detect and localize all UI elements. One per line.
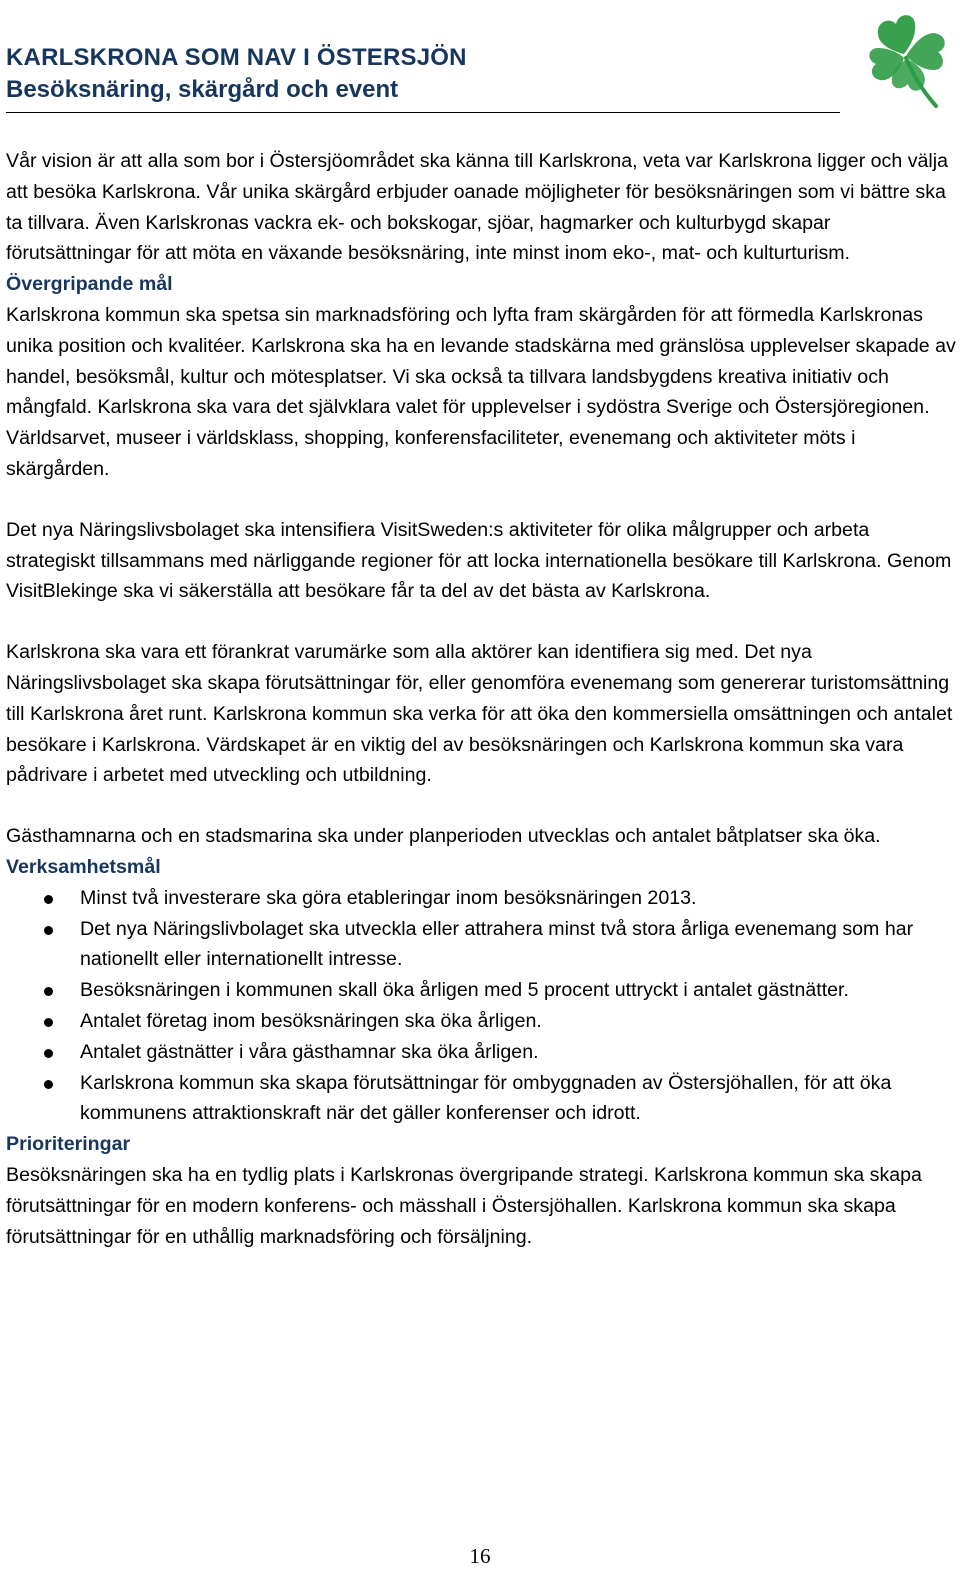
list-item — [6, 914, 956, 976]
list-item-text: Antalet gästnätter i våra gästhamnar ska öka årligen. — [80, 1040, 539, 1063]
intro-paragraph: Vår vision är att alla som bor i Östersjöområdet ska känna till Karlskrona, veta var Karlskrona ligger och välja att besöka Karlskrona. Vår unika skärgård erbjuder oanade möjligheter för besöksnäringen som vi bättre ska ta tillvara. Även Karlskronas vackra ek- och bokskogar, sjöar, hagmarker och kulturbygd skapar förutsättningar för att möta en växande besöksnäring, inte minst inom eko-, mat- och kulturturism. — [6, 150, 948, 265]
overall-goal-paragraph-3: Karlskrona ska vara ett förankrat varumärke som alla aktörer kan identifiera sig med. Det nya Näringslivsbolaget ska skapa förutsättningar för, eller genomföra evenemang som genererar turistomsättning till Karlskrona året runt. Karlskrona kommun ska verka för att öka den kommersiella omsättningen och antalet besökare i Karlskrona. Värdskapet är en viktig del av besöksnäringen och Karlskrona kommun ska vara pådrivare i arbetet med utveckling och utbildning. — [6, 641, 953, 787]
overall-goal-paragraph-2: Det nya Näringslivsbolaget ska intensifiera VisitSweden:s aktiviteter för olika målgrupper och arbeta strategiskt tillsammans med närliggande regioner för att locka internationella besökare till Karlskrona. Genom VisitBlekinge ska vi säkerställa att besökare får ta del av det bästa av Karlskrona. — [6, 518, 952, 603]
overall-goal-heading: Övergripande mål — [6, 273, 173, 296]
list-item — [6, 975, 956, 1006]
overall-goal-paragraph-4: Gästhamnarna och en stadsmarina ska under planperioden utvecklas och antalet båtplatser ska öka. — [6, 825, 881, 848]
four-leaf-clover-icon — [858, 6, 954, 110]
page-subtitle: Besöksnäring, skärgård och event — [6, 76, 399, 103]
list-item-text: Det nya Näringslivbolaget ska utveckla eller attrahera minst två stora årliga evenemang som har nationellt eller internationellt intresse. — [80, 917, 914, 971]
page-title: KARLSKRONA SOM NAV I ÖSTERSJÖN — [6, 44, 467, 71]
priorities-heading: Prioriteringar — [6, 1133, 131, 1156]
document-body — [6, 146, 956, 1252]
priorities-paragraph: Besöksnäringen ska ha en tydlig plats i Karlskronas övergripande strategi. Karlskrona kommun ska skapa förutsättningar för en modern konferens- och mässhall i Östersjöhallen. Karlskrona kommun ska skapa förutsättningar för en uthållig marknadsföring och försäljning. — [6, 1163, 922, 1248]
page-number: 16 — [469, 1544, 491, 1568]
bullet-icon — [44, 1049, 53, 1058]
bullet-icon — [44, 987, 53, 996]
bullet-icon — [44, 926, 53, 935]
bullet-icon — [44, 1080, 53, 1089]
page-header — [6, 42, 840, 106]
business-goals-list — [6, 883, 956, 1129]
list-item-text: Karlskrona kommun ska skapa förutsättningar för ombyggnaden av Östersjöhallen, för att öka kommunens attraktionskraft när det gäller konferenser och idrott. — [80, 1071, 892, 1125]
list-item — [6, 883, 956, 914]
overall-goal-paragraph-1: Karlskrona kommun ska spetsa sin marknadsföring och lyfta fram skärgården för att förmedla Karlskronas unika position och kvalitéer. Karlskrona ska ha en levande stadskärna med gränslösa upplevelser skapade av handel, besöksmål, kultur och mötesplatser. Vi ska också ta tillvara landsbygdens kreativa initiativ och mångfald. Karlskrona ska vara det självklara valet för upplevelser i sydöstra Sverige och Östersjöregionen. Världsarvet, museer i världsklass, shopping, konferensfaciliteter, evenemang och aktiviteter möts i skärgården. — [6, 303, 956, 480]
list-item-text: Antalet företag inom besöksnäringen ska öka årligen. — [80, 1009, 542, 1032]
list-item — [6, 1006, 956, 1037]
list-item-text: Minst två investerare ska göra etableringar inom besöksnäringen 2013. — [80, 886, 697, 909]
bullet-icon — [44, 895, 53, 904]
business-goals-heading: Verksamhetsmål — [6, 855, 161, 878]
list-item — [6, 1037, 956, 1068]
header-divider — [6, 112, 840, 113]
list-item-text: Besöksnäringen i kommunen skall öka årligen med 5 procent uttryckt i antalet gästnätter. — [80, 979, 849, 1002]
list-item — [6, 1068, 956, 1130]
bullet-icon — [44, 1018, 53, 1027]
